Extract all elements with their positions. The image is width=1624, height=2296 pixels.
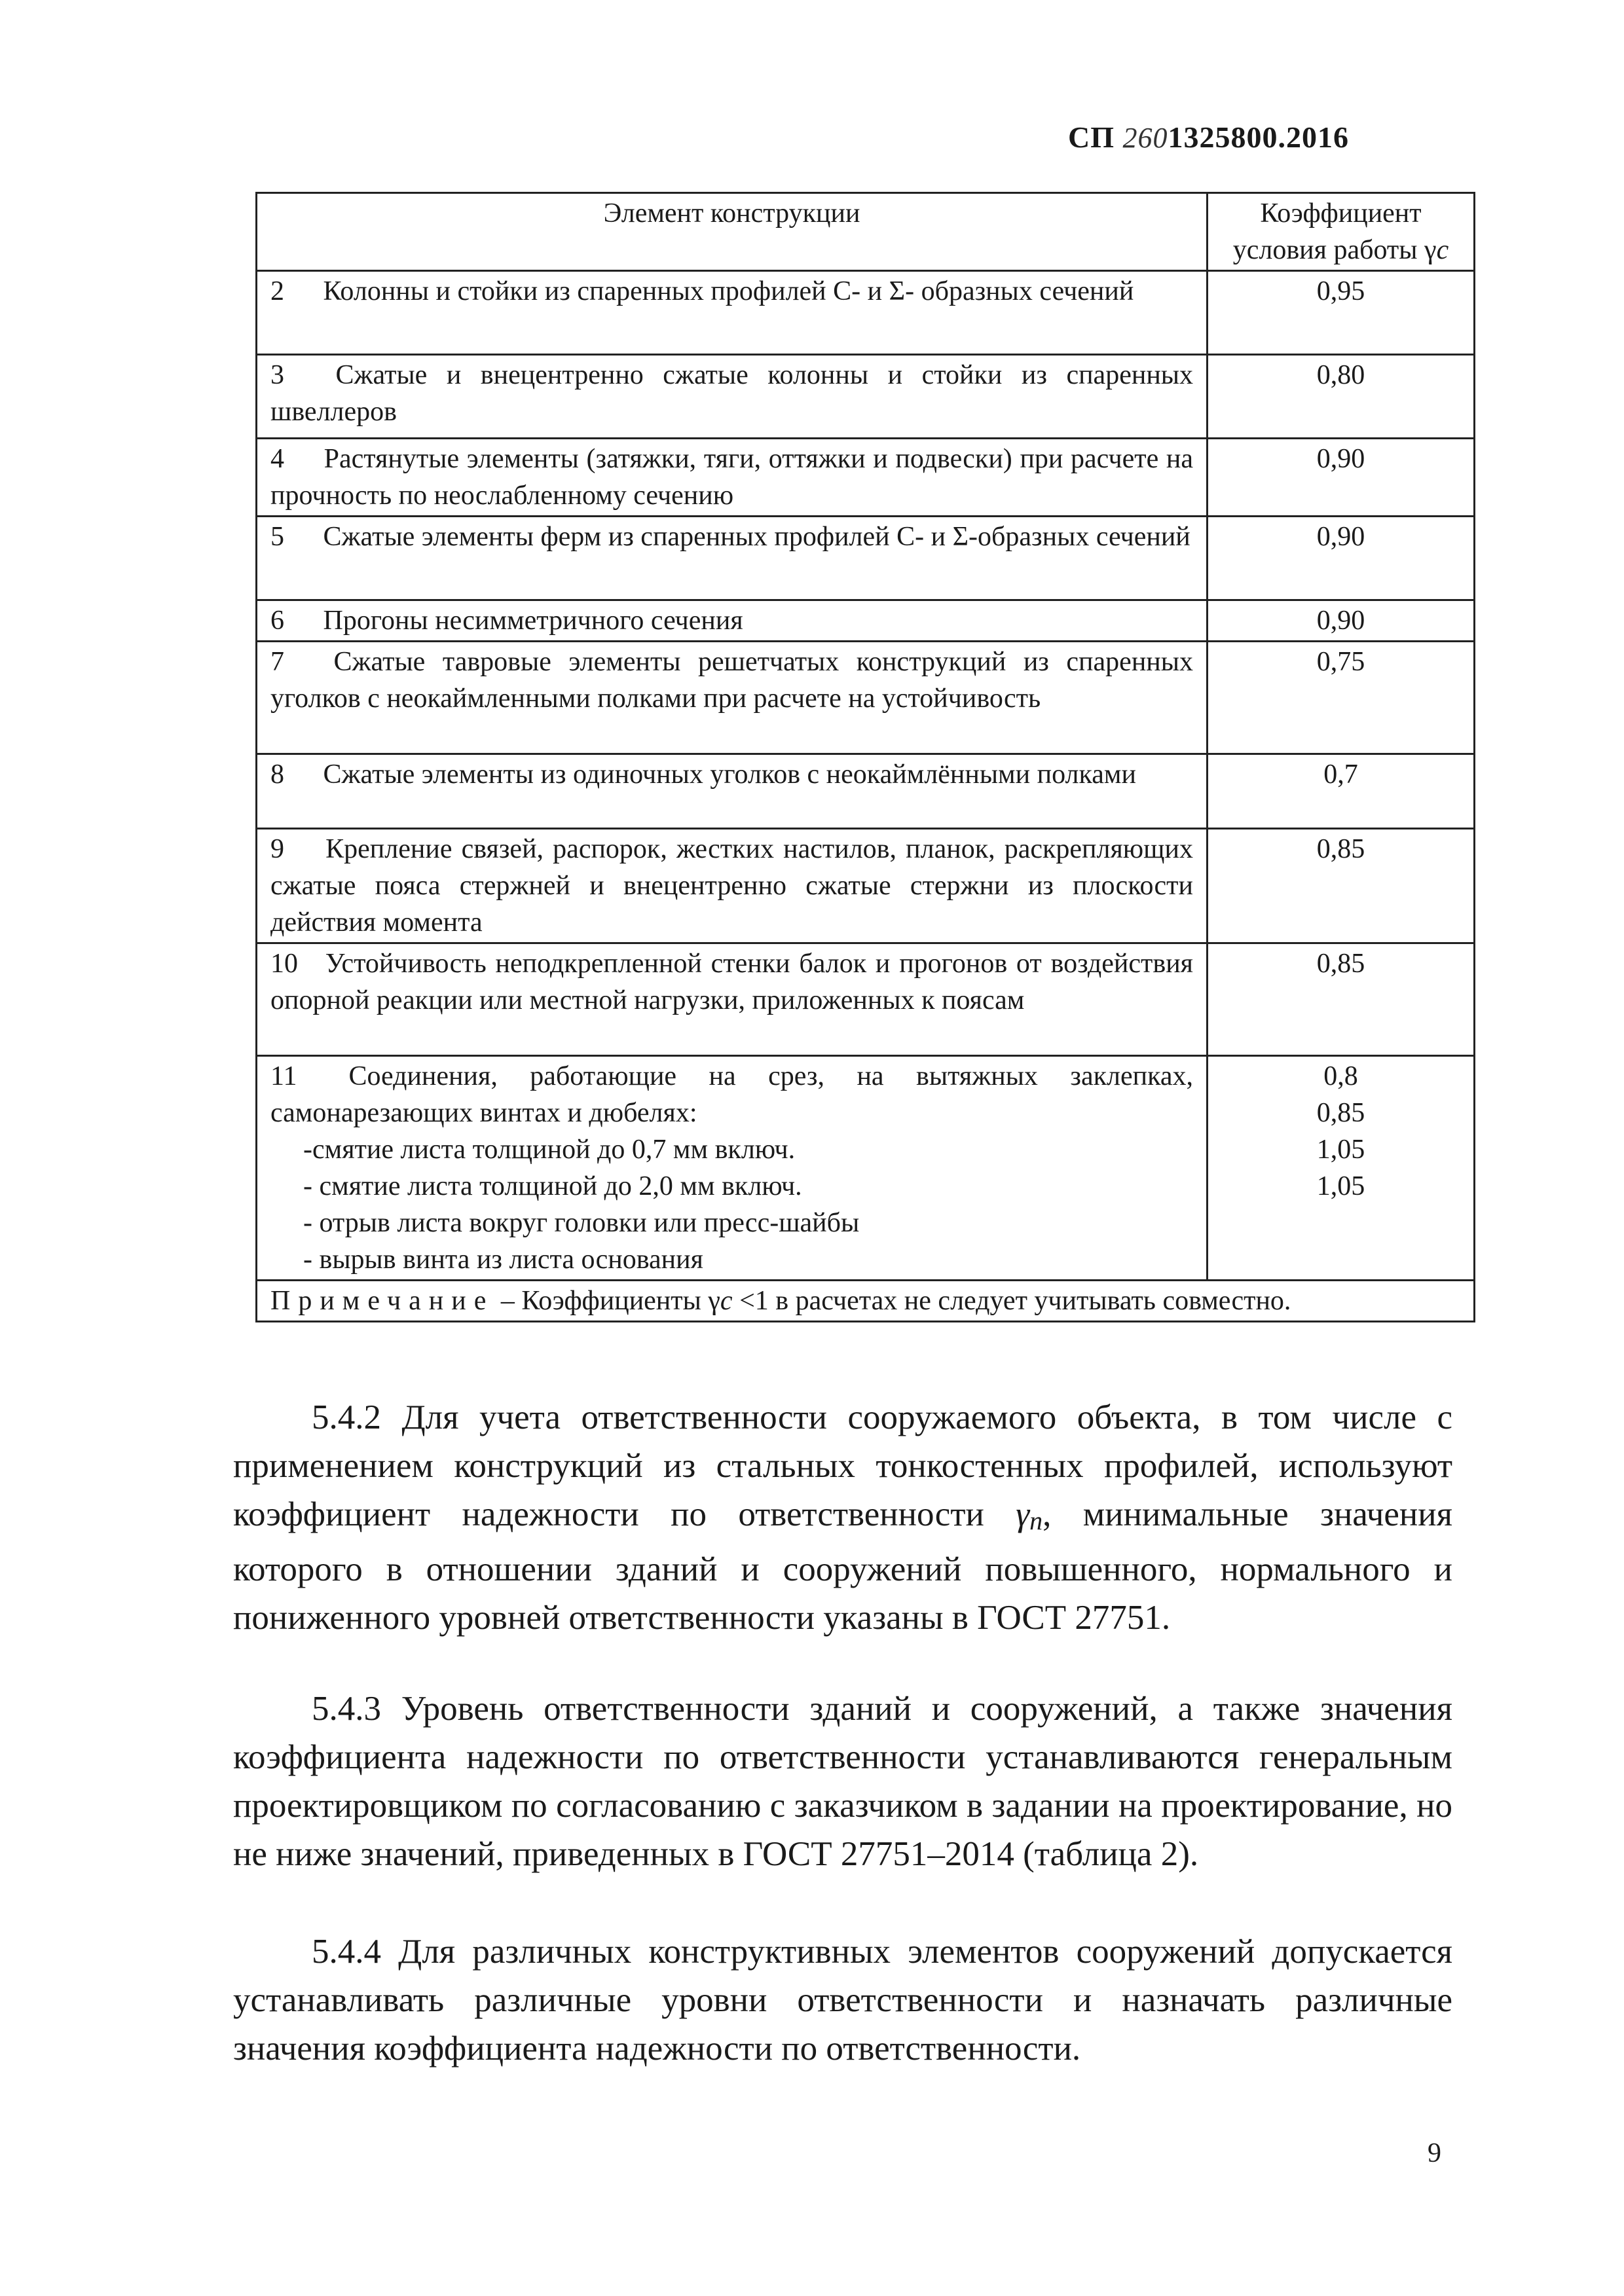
coefficient-table [255,192,1475,1322]
paragraph-5-4-2: 5.4.2 Для учета ответственности сооружаемого объекта, в том числе с применением конструкций из стальных тонкостенных профилей, используют коэффициент надежности по ответственности γn, минимальные значения которого в отношении зданий и сооружений повышенного, нормального и пониженного уровней ответственности указаны в ГОСТ 27751. [233,1398,1452,1637]
table-header-row [257,193,1475,271]
subitem-value: 0,8 [1323,1061,1358,1091]
subitem-label: - смятие листа толщиной до 2,0 мм включ. [303,1171,802,1201]
table-row: 10 Устойчивость неподкрепленной стенки балок и прогонов от воздействия опорной реакции или местной нагрузки, приложенных к поясам 0,85 [257,943,1475,1056]
table-row: 11 Соединения, работающие на срез, на вытяжных заклепках, самонарезающих винтах и дюбелях: -смятие листа толщиной до 0,7 мм включ. - смятие листа толщиной до 2,0 мм включ. - отрыв листа вокруг головки или пресс-шайбы - вырыв винта из листа основания 0,8 0,85 1,05 1,05 [257,1056,1475,1281]
subitem-label: - отрыв листа вокруг головки или пресс-шайбы [303,1208,860,1238]
table-row: 7 Сжатые тавровые элементы решетчатых конструкций из спаренных уголков с неокаймленными полками при расчете на устойчивость 0,75 [257,642,1475,754]
subitem-value: 0,85 [1316,1098,1365,1128]
table-row: 9 Крепление связей, распорок, жестких настилов, планок, раскрепляющих сжатые пояса стержней и внецентренно сжатые стержни из плоскости действия момента 0,85 [257,829,1475,943]
document-code: СП 2601325800.2016 [1068,120,1349,154]
table-row: 6 Прогоны несимметричного сечения 0,90 [257,600,1475,642]
column-header-coefficient: Коэффициент условия работы γc [1208,193,1475,271]
page-number: 9 [1428,2138,1441,2168]
table-row: 2 Колонны и стойки из спаренных профилей С- и Σ- образных сечений 0,95 [257,271,1475,355]
subitem-value: 1,05 [1316,1135,1365,1165]
table-row: 5 Сжатые элементы ферм из спаренных профилей С- и Σ-образных сечений 0,90 [257,517,1475,600]
subitem-value: 1,05 [1316,1171,1365,1201]
table-row: 4 Растянутые элементы (затяжки, тяги, оттяжки и подвески) при расчете на прочность по неослабленному сечению 0,90 [257,439,1475,517]
paragraph-5-4-3: 5.4.3 Уровень ответственности зданий и сооружений, а также значения коэффициента надежности по ответственности устанавливаются генеральным проектировщиком по согласованию с заказчиком в задании на проектирование, но не ниже значений, приведенных в ГОСТ 27751–2014 (таблица 2). [233,1690,1452,1873]
table-row: 3 Сжатые и внецентренно сжатые колонны и стойки из спаренных швеллеров 0,80 [257,355,1475,439]
table-row: 8 Сжатые элементы из одиночных уголков с неокаймлёнными полками 0,7 [257,754,1475,829]
table-note-row [257,1281,1475,1322]
subitem-label: - вырыв винта из листа основания [303,1245,703,1275]
table-note: Примечание – Коэффициенты γc <1 в расчетах не следует учитывать совместно. [257,1281,1475,1322]
column-header-element: Элемент конструкции [257,193,1208,271]
paragraph-5-4-4: 5.4.4 Для различных конструктивных элементов сооружений допускается устанавливать различные уровни ответственности и назначать различные значения коэффициента надежности по ответственности. [233,1933,1452,2068]
subitem-label: -смятие листа толщиной до 0,7 мм включ. [303,1135,796,1165]
handwritten-number: 260 [1122,122,1168,154]
